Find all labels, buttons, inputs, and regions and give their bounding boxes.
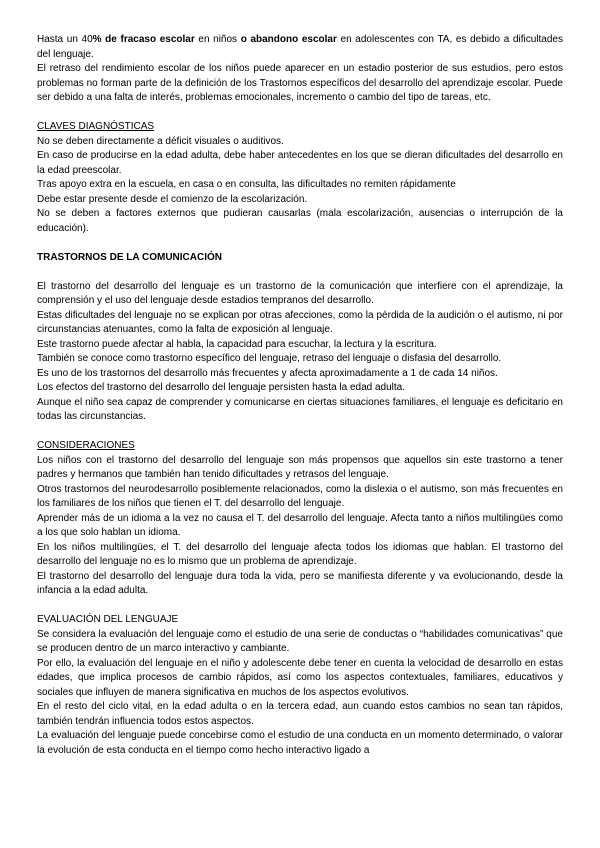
evaluacion-heading: EVALUACIÓN DEL LENGUAJE — [37, 614, 179, 625]
evaluacion-item: Por ello, la evaluación del lenguaje en el niño y adolescente debe tener en cuenta la velocidad de desarrollo en estas edades, que implica procesos de cambio rápidos, así como los aspectos contextuales, familiares, educativos y sociales que influyen de manera significativa en muchos de los aspectos evolutivos. — [37, 657, 563, 698]
trastornos-item: Este trastorno puede afectar al habla, la capacidad para escuchar, la lectura y la escritura. — [37, 338, 437, 350]
consideraciones-item: El trastorno del desarrollo del lenguaje dura toda la vida, pero se manifiesta diferente y va evolucionando, desde la infancia a la edad adulta. — [37, 570, 563, 596]
intro-paragraph-2: El retraso del rendimiento escolar de los niños puede aparecer en un estadio posterior de sus estudios, pero estos problemas no forman parte de la definición de los Trastornos específicos del desarrollo del aprendizaje escolar. Puede ser debido a una falta de interés, problemas emocionales, incremento o cambio del tipo de tareas, etc. — [37, 63, 563, 103]
claves-item: No se deben directamente a déficit visuales o auditivos. — [37, 135, 284, 147]
intro-text: Hasta un 40 — [37, 34, 93, 45]
intro-percent: % de — [92, 34, 121, 45]
trastornos-item: Aunque el niño sea capaz de comprender y comunicarse en ciertas situaciones familiares, el lenguaje es deficitario en todas las circunstancias. — [37, 396, 563, 422]
trastornos-item: También se conoce como trastorno específico del lenguaje, retraso del lenguaje o disfasia del desarrollo. — [37, 353, 502, 364]
consideraciones-item: Los niños con el trastorno del desarrollo del lenguaje son más propensos que aquellos sin este trastorno a tener padres y hermanos que también han tenido dificultades y retrasos del lenguaje. — [37, 454, 563, 480]
trastornos-item: Es uno de los trastornos del desarrollo más frecuentes y afecta aproximadamente a 1 de cada 14 niños. — [37, 367, 498, 379]
trastornos-heading: TRASTORNOS DE LA COMUNICACIÓN — [37, 251, 222, 263]
intro-bold-abandono: o abandono escolar — [240, 34, 337, 45]
claves-item: Tras apoyo extra en la escuela, en casa o en consulta, las dificultades no remiten rápidamente — [37, 179, 456, 190]
trastornos-item: Los efectos del trastorno del desarrollo del lenguaje persisten hasta la edad adulta. — [37, 382, 406, 393]
claves-item: Debe estar presente desde el comienzo de la escolarización. — [37, 193, 308, 205]
trastornos-item: El trastorno del desarrollo del lenguaje es un trastorno de la comunicación que interfiere con el aprendizaje, la comprensión y el uso del lenguaje desde estadios tempranos del desarrollo. — [37, 280, 563, 306]
consideraciones-heading: CONSIDERACIONES — [37, 440, 135, 451]
claves-item: En caso de producirse en la edad adulta, debe haber antecedentes en los que se dieran dificultades del desarrollo en la edad preescolar. — [37, 150, 563, 176]
evaluacion-item: Se considera la evaluación del lenguaje como el estudio de una serie de conductas o “habilidades comunicativas” que se producen dentro de un marco interactivo y cambiante. — [37, 628, 563, 654]
claves-heading: CLAVES DIAGNÓSTICAS — [37, 121, 155, 132]
intro-text: en niños — [194, 34, 241, 45]
trastornos-item: Estas dificultades del lenguaje no se explican por otras afecciones, como la pérdida de la audición o el autismo, ni por circunstancias atenuantes, como la falta de exposición al lenguaje. — [37, 309, 563, 335]
evaluacion-item: La evaluación del lenguaje puede concebirse como el estudio de una conducta en un momento determinado, o valorar la evolución de esta conducta en el tiempo como hecho interactivo ligado a — [37, 730, 563, 756]
consideraciones-item: Aprender más de un idioma a la vez no causa el T. del desarrollo del lenguaje. Afecta tanto a niños multilingües como a los que solo hablan un idioma. — [37, 512, 563, 538]
consideraciones-item: En los niños multilingües, el T. del desarrollo del lenguaje afecta todos los idiomas que hablan. El trastorno del desarrollo del lenguaje no es lo mismo que un problema de aprendizaje. — [37, 541, 563, 567]
intro-text: en adolescentes con TA, es debido a dificultades del lenguaje. — [37, 34, 563, 60]
consideraciones-item: Otros trastornos del neurodesarrollo posiblemente relacionados, como la dislexia o el autismo, son más frecuentes en los familiares de los niños que tienen el T. del desarrollo del lenguaje. — [37, 483, 563, 509]
intro-bold-fracaso: fracaso escolar — [120, 34, 195, 45]
evaluacion-item: En el resto del ciclo vital, en la edad adulta o en la tercera edad, aun cuando estos cambios no sean tan rápidos, también tendrán influencia todos estos aspectos. — [37, 701, 563, 727]
intro-paragraph-1 — [37, 33, 563, 62]
claves-item: No se deben a factores externos que pudieran causarlas (mala escolarización, ausencias o interrupción de la educación). — [37, 208, 563, 234]
